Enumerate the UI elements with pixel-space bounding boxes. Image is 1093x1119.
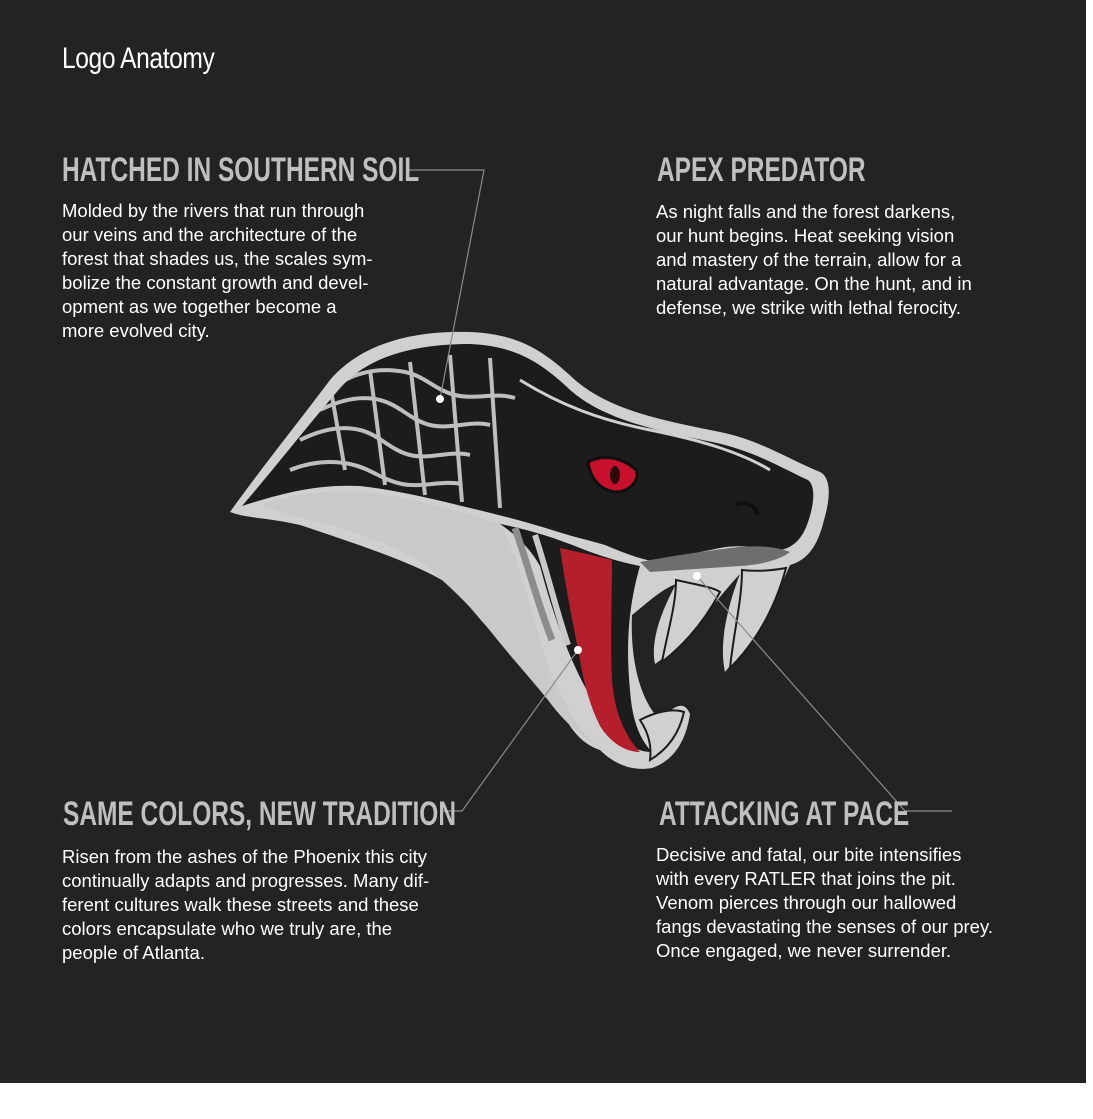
paragraph-line: Venom pierces through our hallowed [656, 892, 957, 913]
paragraph-same-colors-new-tradition [62, 845, 429, 965]
paragraph-line: Once engaged, we never surrender. [656, 940, 952, 961]
callout-dot-scales [436, 395, 444, 403]
paragraph-line: our hunt begins. Heat seeking vision [656, 225, 955, 246]
paragraph-line: our veins and the architecture of the [62, 224, 358, 245]
paragraph-line: bolize the constant growth and devel- [62, 272, 369, 293]
paragraph-line: and mastery of the terrain, allow for a [656, 249, 962, 270]
snake-head-logo-icon [230, 332, 829, 769]
callout-dot-fangs [693, 572, 701, 580]
paragraph-line: natural advantage. On the hunt, and in [656, 273, 972, 294]
paragraph-line: ferent cultures walk these streets and these [62, 894, 419, 915]
callout-dot-colors [574, 646, 582, 654]
paragraph-hatched-in-southern-soil [62, 199, 373, 343]
eye-pupil [610, 466, 620, 484]
heading-hatched-in-southern-soil: HATCHED IN SOUTHERN SOIL [62, 151, 420, 189]
paragraph-line: Risen from the ashes of the Phoenix this city [62, 846, 428, 867]
paragraph-attacking-at-pace [656, 843, 993, 963]
heading-attacking-at-pace: ATTACKING AT PACE [659, 795, 910, 833]
paragraph-line: more evolved city. [62, 320, 210, 341]
paragraph-line: with every RATLER that joins the pit. [656, 868, 956, 889]
paragraph-line: forest that shades us, the scales sym- [62, 248, 373, 269]
paragraph-line: defense, we strike with lethal ferocity. [656, 297, 962, 318]
paragraph-line: opment as we together become a [62, 296, 337, 317]
paragraph-line: people of Atlanta. [62, 942, 205, 963]
paragraph-line: continually adapts and progresses. Many dif- [62, 870, 430, 891]
paragraph-line: Decisive and fatal, our bite intensifies [656, 844, 962, 865]
paragraph-line: fangs devastating the senses of our prey. [656, 916, 993, 937]
heading-same-colors-new-tradition: SAME COLORS, NEW TRADITION [63, 795, 457, 833]
paragraph-apex-predator [656, 200, 972, 320]
paragraph-line: As night falls and the forest darkens, [656, 201, 956, 222]
paragraph-line: Molded by the rivers that run through [62, 200, 365, 221]
paragraph-line: colors encapsulate who we truly are, the [62, 918, 393, 939]
page-title: Logo Anatomy [62, 42, 215, 75]
heading-apex-predator: APEX PREDATOR [657, 151, 866, 189]
